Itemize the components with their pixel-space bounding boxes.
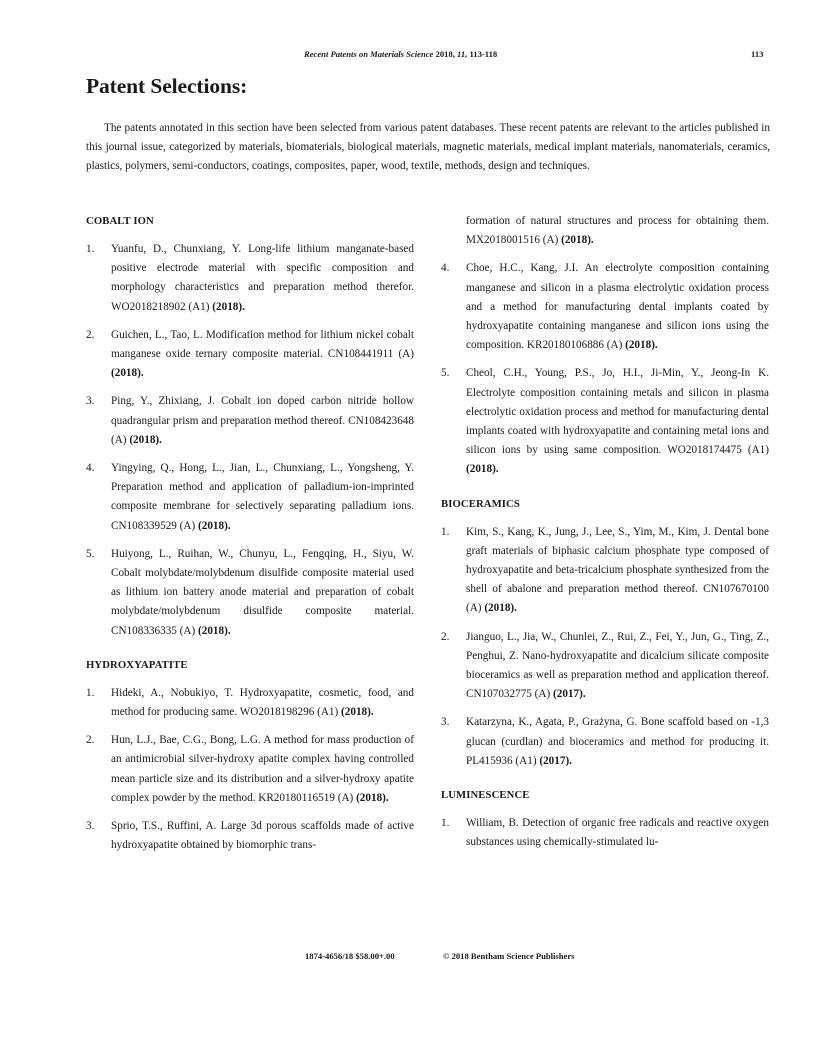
item-number: 3.: [86, 820, 95, 833]
item-number: 1.: [86, 686, 95, 699]
item-text: Guichen, L., Tao, L. Modification method for lithium nickel cobalt manganese oxide ternary composite material. CN108441911 (A): [111, 328, 414, 361]
page-number: 113: [751, 49, 764, 59]
item-number: 5.: [86, 547, 95, 560]
item-year: (2018).: [356, 791, 389, 804]
item-text: formation of natural structures and process for obtaining them. MX2018001516 (A): [466, 215, 769, 247]
journal-name: Recent Patents on Materials Science: [304, 49, 434, 59]
item-number: 1.: [441, 525, 450, 538]
item-year: (2018).: [198, 519, 231, 532]
item-text: Katarzyna, K., Agata, P., Grażyna, G. Bone scaffold based on -1,3 glucan (curdlan) and bioceramics and method for producing it. PL415936 (A1): [466, 716, 769, 767]
item-year: (2018).: [341, 706, 374, 719]
journal-citation: [304, 49, 497, 59]
item-text: Yingying, Q., Hong, L., Jian, L., Chunxiang, L., Yongsheng, Y. Preparation method and application of palladium-ion-imprinted composite membrane for selectively separating palladium ions. CN108339529 (A): [111, 462, 414, 532]
running-header: [0, 49, 816, 63]
item-text: Jianguo, L., Jia, W., Chunlei, Z., Rui, Z., Fei, Y., Jun, G., Ting, Z., Penghui, Z. Nano-hydroxyapatite and dicalcium silicate composite bioceramics as well as preparation method and application thereof. CN107032775 (A): [466, 630, 769, 701]
intro-paragraph: The patents annotated in this section have been selected from various patent databases. These recent patents are relevant to the articles published in this journal issue, categorized by materials, biomaterials, biological materials, magnetic materials, medical implant materials, nanomaterials, ceramics, plastics, polymers, semi-conductors, coatings, composites, paper, wood, textile, methods, design and techniques.: [86, 122, 770, 173]
section-heading-cobalt-ion: COBALT ION: [86, 215, 154, 227]
item-year: (2018).: [129, 433, 162, 446]
item-number: 4.: [441, 262, 450, 275]
hydroxyapatite-list: [86, 684, 414, 856]
item-year: (2017).: [553, 688, 586, 701]
page-title: Patent Selections:: [86, 74, 248, 98]
list-item: [86, 731, 414, 808]
item-year: (2018).: [625, 339, 658, 352]
item-year: (2018).: [484, 602, 517, 615]
item-year: (2018).: [198, 624, 231, 637]
list-item: [86, 817, 414, 855]
item-text: Kim, S., Kang, K., Jung, J., Lee, S., Yim, M., Kim, J. Dental bone graft materials of biphasic calcium phosphate type composed of hydroxyapatite and beta-tricalcium phosphate synthesized from the shell of abalone and preparation method thereof. CN107670100 (A): [466, 525, 769, 615]
item-text: Huiyong, L., Ruihan, W., Chunyu, L., Fengqing, H., Siyu, W. Cobalt molybdate/molybdenum disulfide composite material used as lithium ion battery anode material and preparation of cobalt molybdate/molybdenum disulfide composite material. CN108336335 (A): [111, 547, 414, 637]
list-item: [441, 628, 769, 705]
item-year: (2018).: [111, 367, 144, 380]
journal-year: 2018,: [435, 49, 455, 59]
cobalt-ion-list: [86, 240, 414, 641]
bioceramics-list: [441, 523, 769, 771]
journal-pages: 113-118: [469, 49, 498, 59]
list-item: [86, 545, 414, 641]
item-number: 5.: [441, 367, 450, 380]
section-heading-luminescence: LUMINESCENCE: [441, 789, 530, 802]
list-item: [441, 364, 769, 479]
item-year: (2018).: [561, 234, 594, 247]
item-number: 2.: [441, 630, 450, 643]
item-year: (2018).: [212, 300, 245, 313]
item-text: Ping, Y., Zhixiang, J. Cobalt ion doped carbon nitride hollow quadrangular prism and preparation method thereof. CN108423648 (A): [111, 395, 414, 446]
list-item: [441, 713, 769, 771]
item-text: Cheol, C.H., Young, P.S., Jo, H.I., Ji-Min, Y., Jeong-In K. Electrolyte composition containing metals and silicon in plasma electrolytic oxidation process and method for manufacturing dental implants coated with hydroxyapatite and containing metal ions and silicon ions by using same composition. WO2018174475 (A1): [466, 367, 769, 457]
list-item: [86, 326, 414, 384]
item-number: 4.: [86, 462, 95, 475]
list-item: [86, 459, 414, 536]
list-item-continuation: [441, 212, 769, 250]
item-text: Sprio, T.S., Ruffini, A. Large 3d porous scaffolds made of active hydroxyapatite obtained by biomorphic trans-: [111, 820, 414, 852]
item-number: 2.: [86, 328, 95, 341]
item-text: William, B. Detection of organic free radicals and reactive oxygen substances using chemically-stimulated lu-: [466, 817, 769, 849]
section-heading-hydroxyapatite: HYDROXYAPATITE: [86, 658, 188, 671]
section-heading-bioceramics: BIOCERAMICS: [441, 497, 520, 510]
luminescence-list: [441, 814, 769, 852]
list-item: [86, 240, 414, 317]
item-text: Yuanfu, D., Chunxiang, Y. Long-life lithium manganate-based positive electrode material with specific composition and morphology characteristics and preparation method therefor. WO2018218902 (A1): [111, 243, 414, 313]
issn-price: 1874-4656/18 $58.00+.00: [305, 951, 395, 961]
item-number: 1.: [441, 817, 450, 830]
item-text: Choe, H.C., Kang, J.I. An electrolyte composition containing manganese and silicon in a plasma electrolytic oxidation process and a method for manufacturing dental implants coated by hydroxyapatite containing manganese and silicon ions using the composition. KR20180106886 (A): [466, 262, 769, 352]
list-item: [441, 814, 769, 852]
item-number: 2.: [86, 734, 95, 747]
item-year: (2017).: [539, 754, 572, 767]
left-column: [86, 212, 414, 855]
copyright-notice: © 2018 Bentham Science Publishers: [443, 951, 575, 961]
item-number: 3.: [441, 716, 450, 729]
journal-volume: 11,: [457, 49, 468, 59]
item-text: Hideki, A., Nobukiyo, T. Hydroxyapatite, cosmetic, food, and method for producing same. WO2018198296 (A1): [111, 686, 414, 719]
item-number: 1.: [86, 243, 95, 255]
list-item: [441, 259, 769, 355]
list-item: [441, 523, 769, 619]
list-item: [86, 392, 414, 450]
hydroxyapatite-list-continued: [441, 259, 769, 479]
item-number: 3.: [86, 395, 95, 408]
item-year: (2018).: [466, 463, 499, 476]
item-text: Hun, L.J., Bae, C.G., Bong, L.G. A method for mass production of an antimicrobial silver-hydroxy apatite complex having controlled mean particle size and its distribution and a silver-hydroxy apatite complex powder by the method. KR20180116519 (A): [111, 734, 414, 804]
list-item: [86, 684, 414, 722]
right-column: [441, 212, 769, 852]
